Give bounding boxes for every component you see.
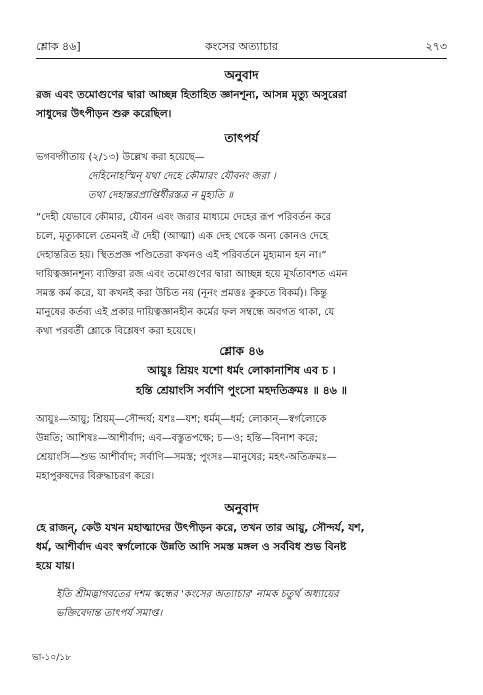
header-verse-ref: শ্লোক ৪৬]: [36, 40, 81, 53]
text-line: শ্রেয়াংসি—শুভ আশীর্বাদ; সর্বাণি—সমস্ত; পুংসঃ—মানুষের; মহৎ-অতিক্রমঃ—: [36, 452, 337, 463]
translation-heading: অনুবাদ: [224, 68, 259, 82]
header-rule: [36, 58, 447, 59]
text-line: দেহান্তরিত হয়। স্থিতপ্রজ্ঞ পণ্ডিতেরা কখনও এই পরিবর্তনে মুহ্যমান হন না।”: [36, 250, 327, 261]
translation-text-2: [36, 519, 447, 576]
translation-text: [36, 86, 447, 124]
verse-line: আয়ুঃ শ্রিয়ং যশো ধর্মং লোকানাশিষ এব চ ।: [147, 364, 336, 377]
text-line: সমস্ত কর্ম করে, যা কখনই করা উচিত নয় (নূনং প্রমত্তঃ কুরুতে বিকর্ম)। কিন্তু: [36, 288, 327, 299]
quote-line: দেহিনোহস্মিন্ যথা দেহে কৌমারং যৌবনং জরা ।: [88, 171, 276, 182]
quote-line: তথা দেহান্তরপ্রাপ্তির্ধীরস্তত্র ন মুহ্যতি ॥: [88, 190, 234, 201]
text-line: মানুষের কর্তব্য এই প্রকার দায়িত্বজ্ঞানহীন কর্মের ফল সম্বন্ধে অবগত থাকা, যে: [36, 307, 335, 318]
purport-intro: ভগবদ্গীতায় (২/১৩) উল্লেখ করা হয়েছে—: [36, 152, 205, 163]
chapter-closing: [56, 585, 447, 623]
text-line: চলে, মৃত্যুকালে তেমনই ঐ দেহী (আত্মা) এক দেহ থেকে অন্য কোনও দেহে: [36, 231, 329, 242]
text-line: “দেহী যেভাবে কৌমার, যৌবন এবং জরার মাধ্যমে দেহের রূপ পরিবর্তন করে: [36, 212, 332, 223]
purport-heading: তাৎপর্য: [224, 131, 259, 145]
running-header: [36, 38, 447, 58]
text-line: হে রাজন্, কেউ যখন মহাত্মাদের উৎপীড়ন করে, তখন তার আয়ু, সৌন্দর্য, যশ,: [36, 522, 365, 534]
header-page-number: ২৭৩: [425, 40, 447, 53]
word-meanings: [36, 410, 447, 486]
gita-quote: [88, 167, 447, 205]
purport-body: [36, 208, 447, 341]
text-line: কথা পরবর্তী শ্লোকে বিশ্লেষণ করা হয়েছে।: [36, 326, 196, 337]
shloka-heading: শ্লোক ৪৬: [219, 344, 264, 358]
text-line: উন্নতি; আশিষঃ—আশীর্বাদ; এব—বস্তুতপক্ষে; চ—ও; হন্তি—বিনাশ করে;: [36, 433, 318, 444]
verse-line: হন্তি শ্রেয়াংসি সর্বাণি পুংসো মহদতিক্রমঃ ॥ ৪৬ ॥: [135, 384, 348, 397]
text-line: ভক্তিবেদান্ত তাৎপর্য সমাপ্ত।: [56, 608, 163, 619]
text-line: মহাপুরুষদের বিরুদ্ধাচরণ করে।: [36, 471, 155, 482]
text-line: রজ এবং তমোগুণের দ্বারা আচ্ছন্ন হিতাহিত জ্ঞানশূন্য, আসন্ন মৃত্যু অসুরেরা: [36, 89, 347, 101]
translation-heading-2: অনুবাদ: [224, 501, 259, 515]
text-line: আয়ুঃ—আয়ু; শ্রিয়ম্—সৌন্দর্য; যশঃ—যশ; ধর্মম্—ধর্ম; লোকান্—স্বর্গলোকে: [36, 414, 327, 425]
footer-signature: ভা-১০/১৮: [32, 653, 71, 663]
text-line: ইতি শ্রীমদ্ভাগবতের দশম স্কন্ধের 'কংসের অত্যাচার' নামক চতুর্থ অধ্যায়ের: [56, 589, 339, 600]
text-line: দায়িত্বজ্ঞানশূন্য ব্যক্তিরা রজ এবং তমোগুণের দ্বারা আচ্ছন্ন হয়ে মূর্খতাবশত এমন: [36, 269, 348, 280]
text-line: সাধুদের উৎপীড়ন শুরু করেছিল।: [36, 108, 172, 120]
text-line: ধর্ম, আশীর্বাদ এবং স্বর্গলোকে উন্নতি আদি সমস্ত মঙ্গল ও সর্ববিধ শুভ বিনষ্ট: [36, 541, 347, 553]
text-line: হয়ে যায়।: [36, 560, 75, 572]
header-chapter-title: কংসের অত্যাচার: [204, 40, 278, 53]
shloka-verse: [36, 361, 447, 401]
